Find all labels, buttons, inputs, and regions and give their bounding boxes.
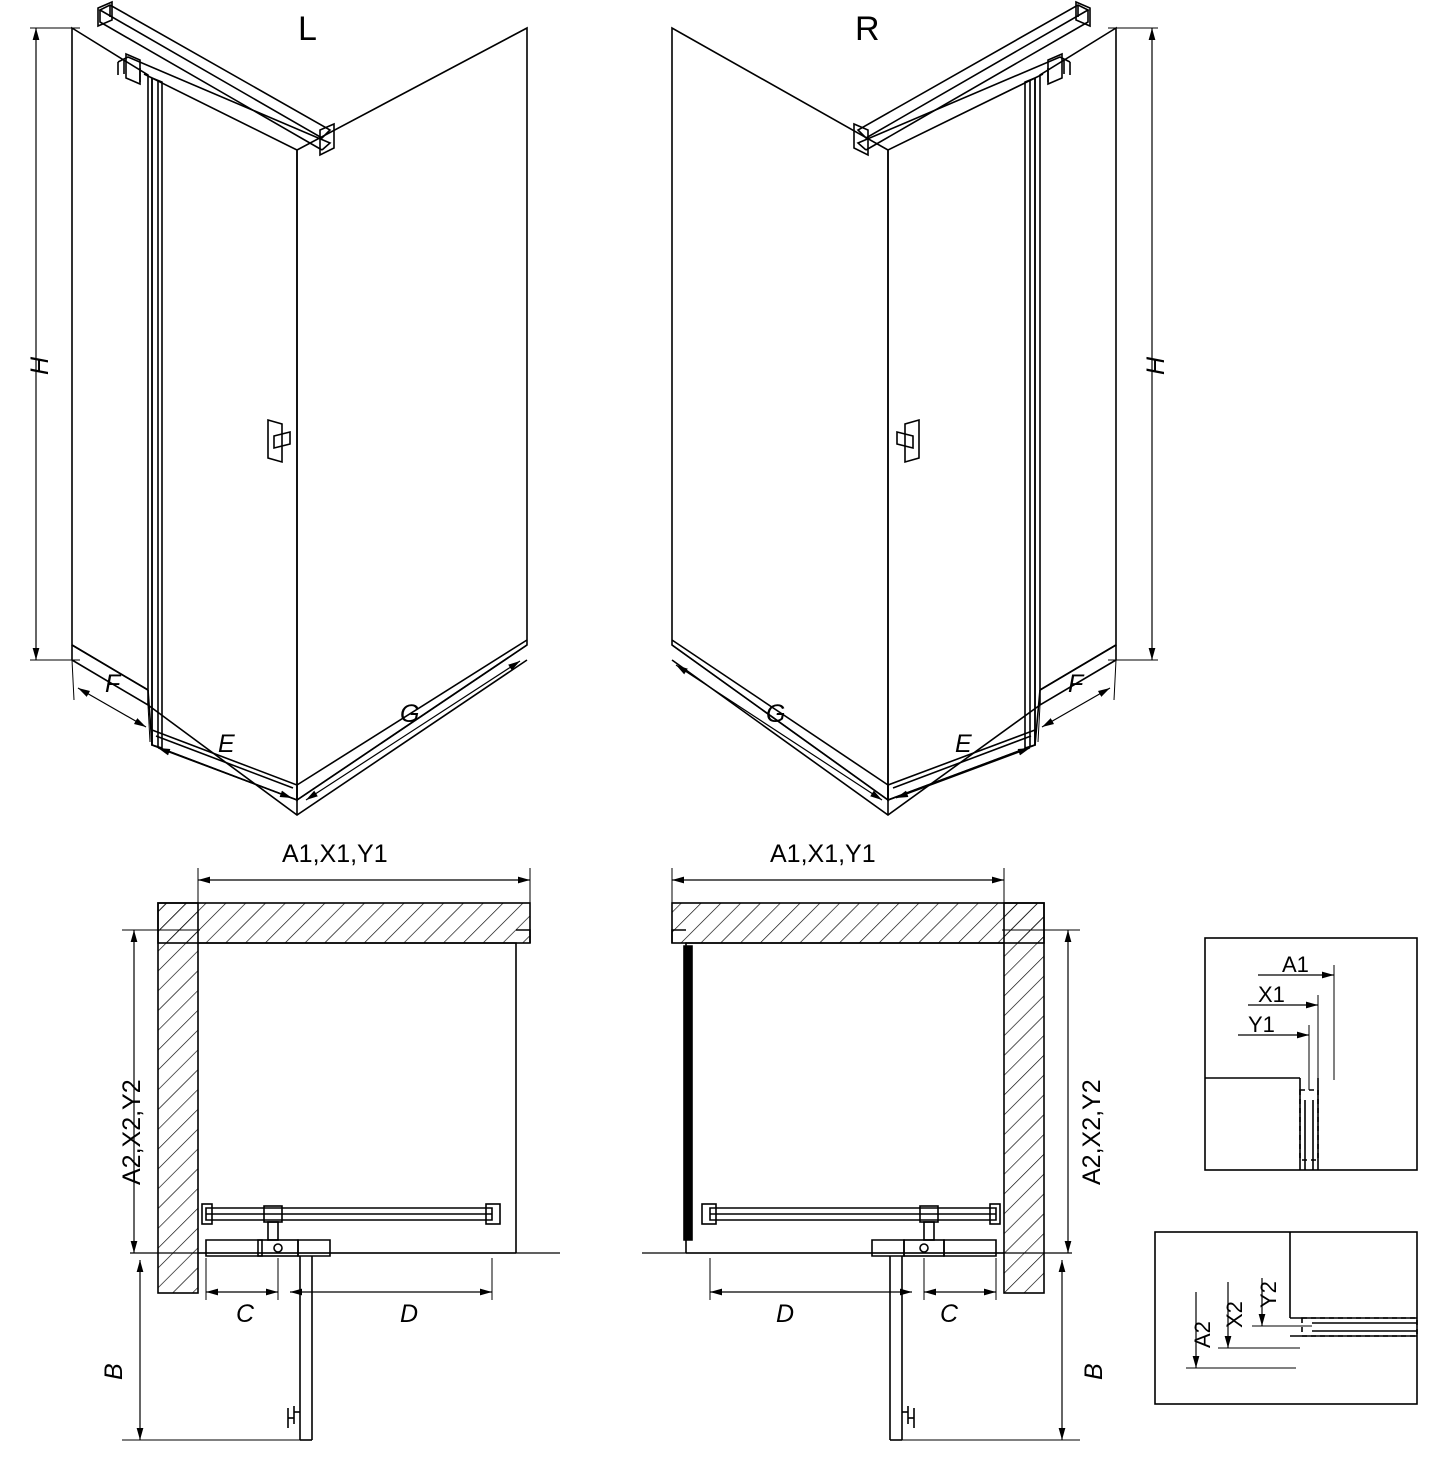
plan-view-left [122,868,560,1440]
detail-top-label-y1: Y1 [1248,1012,1275,1037]
iso-left-title: L [298,10,317,48]
plan-left-dim-top: A1,X1,Y1 [282,840,388,868]
plan-left-dim-side: A2,X2,Y2 [118,1079,146,1185]
iso-left-dim-f: F [105,670,121,698]
iso-view-right [672,2,1158,815]
detail-bottom-label-x2: X2 [1222,1301,1247,1328]
plan-left-dim-b: B [100,1363,128,1380]
plan-left-dim-d: D [400,1300,419,1328]
iso-right-dim-e: E [955,730,972,758]
detail-bottom-label-a2: A2 [1190,1321,1215,1348]
plan-right-dim-b: B [1080,1363,1108,1380]
detail-top-label-x1: X1 [1258,982,1285,1007]
iso-right-dim-h: H [1142,356,1170,375]
plan-right-dim-c: C [940,1300,959,1328]
detail-bottom-label-y2: Y2 [1256,1281,1281,1308]
plan-view-right [642,868,1080,1440]
iso-left-dim-g: G [400,700,420,728]
iso-right-title: R [855,10,880,48]
iso-right-dim-g: G [766,700,786,728]
iso-left-dim-h: H [26,356,54,375]
iso-right-dim-f: F [1068,670,1084,698]
plan-right-dim-top: A1,X1,Y1 [770,840,876,868]
plan-right-dim-d: D [776,1300,795,1328]
plan-right-dim-side: A2,X2,Y2 [1078,1079,1106,1185]
detail-bottom [1155,1232,1417,1404]
detail-top [1205,938,1417,1170]
plan-left-dim-c: C [236,1300,255,1328]
iso-left-dim-e: E [218,730,235,758]
detail-top-label-a1: A1 [1282,952,1309,977]
